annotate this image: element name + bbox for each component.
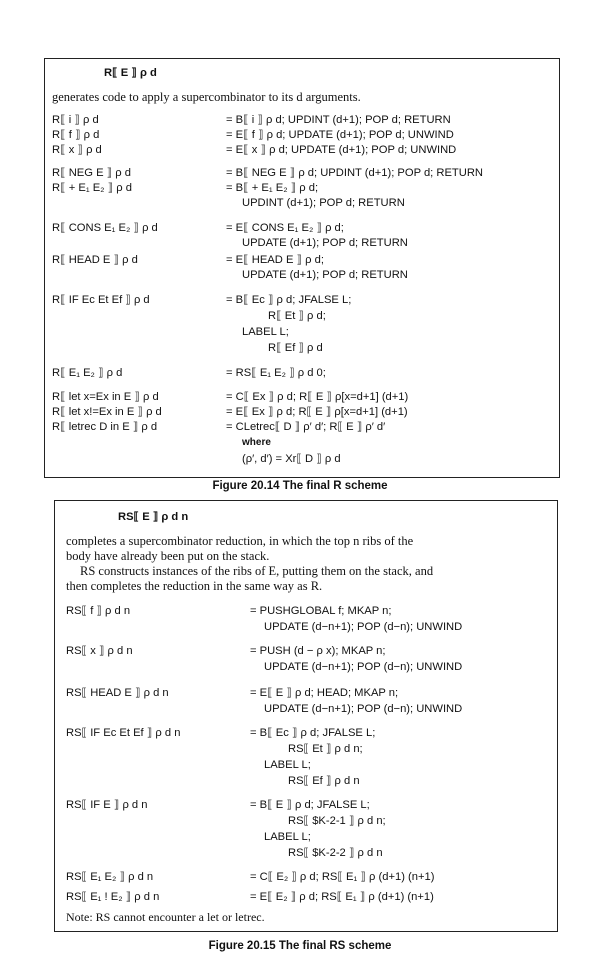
r-rule-lhs: R⟦ CONS E₁ E₂ ⟧ ρ d (52, 222, 158, 234)
rs-scheme-header: RS⟦ E ⟧ ρ d n (118, 511, 189, 523)
rs-rule-lhs: RS⟦ HEAD E ⟧ ρ d n (66, 687, 169, 699)
rs-rule-lhs: RS⟦ f ⟧ ρ d n (66, 605, 131, 617)
rs-rule-lhs: RS⟦ IF Ec Et Ef ⟧ ρ d n (66, 727, 181, 739)
r-rule-lhs: R⟦ NEG E ⟧ ρ d (52, 167, 131, 179)
rs-rule-lhs: RS⟦ E₁ E₂ ⟧ ρ d n (66, 871, 154, 883)
rs-rule-rhs-cont: RS⟦ $K-2-2 ⟧ ρ d n (288, 847, 383, 859)
rs-rule-rhs: = B⟦ E ⟧ ρ d; JFALSE L; (250, 799, 370, 811)
r-rule-lhs: R⟦ i ⟧ ρ d (52, 114, 99, 126)
r-rule-rhs: = B⟦ NEG E ⟧ ρ d; UPDINT (d+1); POP d; RETURN (226, 167, 484, 179)
rs-rule-rhs-cont: LABEL L; (264, 759, 311, 771)
rs-scheme-intro: completes a supercombinator reduction, in which the top n ribs of the (66, 534, 414, 548)
r-scheme-intro: generates code to apply a supercombinator to its d arguments. (52, 90, 361, 104)
rs-rule-rhs-cont: UPDATE (d−n+1); POP (d−n); UNWIND (264, 703, 463, 715)
r-rule-lhs: R⟦ IF Ec Et Ef ⟧ ρ d (52, 294, 150, 306)
rs-rule-lhs: RS⟦ IF E ⟧ ρ d n (66, 799, 148, 811)
r-rule-rhs: = CLetrec⟦ D ⟧ ρ′ d′; R⟦ E ⟧ ρ′ d′ (226, 421, 386, 433)
r-rule-rhs-cont: UPDINT (d+1); POP d; RETURN (242, 197, 405, 209)
rs-rule-rhs-cont: LABEL L; (264, 831, 311, 843)
rs-rule-rhs: = PUSH (d − ρ x); MKAP n; (250, 645, 386, 657)
rs-rule-lhs: RS⟦ x ⟧ ρ d n (66, 645, 133, 657)
r-rule-rhs: = C⟦ Ex ⟧ ρ d; R⟦ E ⟧ ρ[x=d+1] (d+1) (226, 391, 409, 403)
r-rule-rhs: = E⟦ Ex ⟧ ρ d; R⟦ E ⟧ ρ[x=d+1] (d+1) (226, 406, 408, 418)
rs-rule-rhs: = E⟦ E₂ ⟧ ρ d; RS⟦ E₁ ⟧ ρ (d+1) (n+1) (250, 891, 434, 903)
rs-scheme-intro: RS constructs instances of the ribs of E, putting them on the stack, and (80, 564, 434, 578)
r-rule-lhs: R⟦ E₁ E₂ ⟧ ρ d (52, 367, 123, 379)
r-rule-rhs: = E⟦ HEAD E ⟧ ρ d; (226, 254, 324, 266)
rs-scheme-note: Note: RS cannot encounter a let or letrec. (66, 910, 265, 924)
r-rule-lhs: R⟦ let x=Ex in E ⟧ ρ d (52, 391, 159, 403)
r-rule-rhs: = B⟦ + E₁ E₂ ⟧ ρ d; (226, 182, 319, 194)
rs-rule-rhs-cont: UPDATE (d−n+1); POP (d−n); UNWIND (264, 661, 463, 673)
rs-rule-rhs-cont: UPDATE (d−n+1); POP (d−n); UNWIND (264, 621, 463, 633)
rs-scheme-intro: body have already been put on the stack. (66, 549, 270, 563)
rs-rule-rhs: = E⟦ E ⟧ ρ d; HEAD; MKAP n; (250, 687, 399, 699)
r-rule-rhs: = E⟦ CONS E₁ E₂ ⟧ ρ d; (226, 222, 344, 234)
rs-rule-rhs-cont: RS⟦ $K-2-1 ⟧ ρ d n; (288, 815, 386, 827)
rs-rule-rhs: = C⟦ E₂ ⟧ ρ d; RS⟦ E₁ ⟧ ρ (d+1) (n+1) (250, 871, 435, 883)
r-rule-rhs: = RS⟦ E₁ E₂ ⟧ ρ d 0; (226, 367, 326, 379)
r-rule-lhs: R⟦ f ⟧ ρ d (52, 129, 100, 141)
r-rule-rhs-cont: R⟦ Et ⟧ ρ d; (268, 310, 326, 322)
rs-rule-rhs-cont: RS⟦ Ef ⟧ ρ d n (288, 775, 360, 787)
r-scheme-header: R⟦ E ⟧ ρ d (104, 67, 157, 79)
r-rule-lhs: R⟦ HEAD E ⟧ ρ d (52, 254, 138, 266)
rs-rule-rhs: = B⟦ Ec ⟧ ρ d; JFALSE L; (250, 727, 376, 739)
r-rule-where: where (242, 437, 271, 448)
r-rule-lhs: R⟦ x ⟧ ρ d (52, 144, 102, 156)
r-rule-rhs-cont: R⟦ Ef ⟧ ρ d (268, 342, 323, 354)
r-rule-rhs: = E⟦ f ⟧ ρ d; UPDATE (d+1); POP d; UNWIND (226, 129, 454, 141)
rs-scheme-intro: then completes the reduction in the same way as R. (66, 579, 323, 593)
r-rule-rhs-cont: UPDATE (d+1); POP d; RETURN (242, 269, 408, 281)
figure-20-14-caption: Figure 20.14 The final R scheme (212, 480, 388, 492)
rs-rule-rhs-cont: RS⟦ Et ⟧ ρ d n; (288, 743, 363, 755)
r-rule-rhs: = B⟦ i ⟧ ρ d; UPDINT (d+1); POP d; RETURN (226, 114, 451, 126)
r-rule-rhs-cont: LABEL L; (242, 326, 289, 338)
figure-20-15-caption: Figure 20.15 The final RS scheme (208, 940, 392, 952)
r-rule-rhs-cont: UPDATE (d+1); POP d; RETURN (242, 237, 408, 249)
rs-rule-lhs: RS⟦ E₁ ! E₂ ⟧ ρ d n (66, 891, 160, 903)
r-rule-rhs-cont: (ρ′, d′) = Xr⟦ D ⟧ ρ d (242, 453, 341, 465)
r-rule-rhs: = E⟦ x ⟧ ρ d; UPDATE (d+1); POP d; UNWIND (226, 144, 457, 156)
r-rule-rhs: = B⟦ Ec ⟧ ρ d; JFALSE L; (226, 294, 352, 306)
r-rule-lhs: R⟦ letrec D in E ⟧ ρ d (52, 421, 158, 433)
rs-rule-rhs: = PUSHGLOBAL f; MKAP n; (250, 605, 392, 617)
r-rule-lhs: R⟦ let x!=Ex in E ⟧ ρ d (52, 406, 162, 418)
r-rule-lhs: R⟦ + E₁ E₂ ⟧ ρ d (52, 182, 132, 194)
